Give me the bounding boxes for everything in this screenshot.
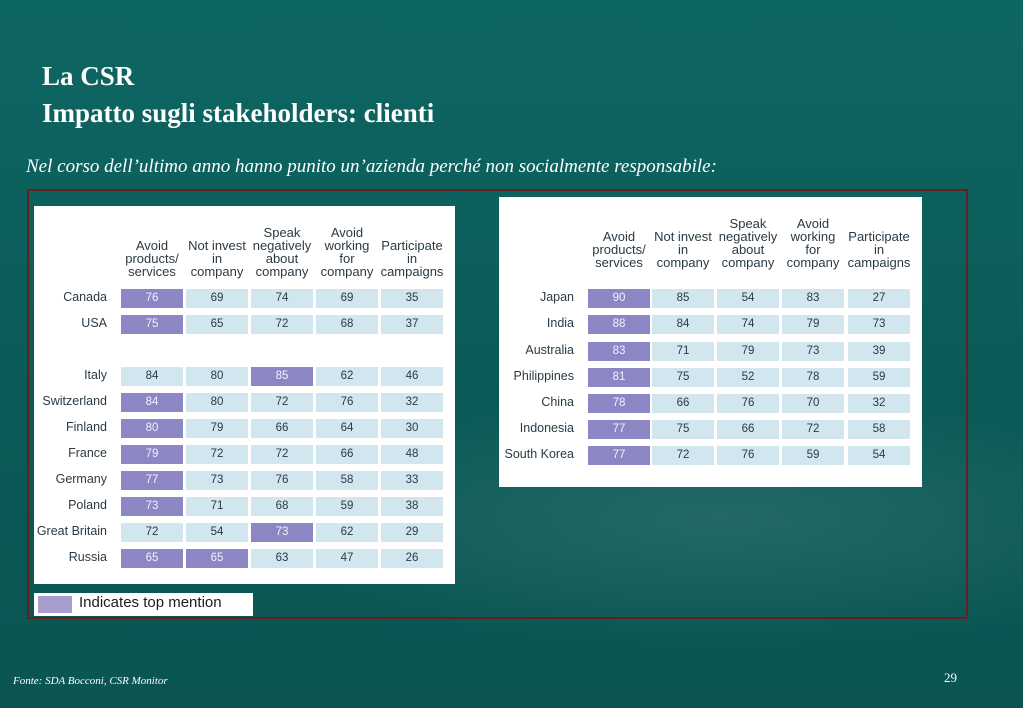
column-header-line: products/ bbox=[125, 251, 179, 266]
column-header-line: for bbox=[805, 242, 821, 257]
column-header-line: in bbox=[406, 251, 418, 266]
row-label: Switzerland bbox=[42, 394, 107, 408]
table-cell: 59 bbox=[848, 368, 910, 387]
table-cell: 62 bbox=[316, 367, 378, 386]
table-cell: 39 bbox=[848, 342, 910, 361]
table-cell: 35 bbox=[381, 289, 443, 308]
table-cell: 52 bbox=[717, 368, 779, 387]
column-header bbox=[185, 210, 249, 278]
table-cell: 59 bbox=[316, 497, 378, 516]
row-label: Philippines bbox=[513, 369, 574, 383]
table-cell: 54 bbox=[186, 523, 248, 542]
column-header bbox=[380, 210, 444, 278]
table-cell: 74 bbox=[251, 289, 313, 308]
table-cell: 69 bbox=[186, 289, 248, 308]
table-cell: 37 bbox=[381, 315, 443, 334]
row-label: France bbox=[68, 446, 107, 460]
table-cell: 77 bbox=[121, 471, 183, 490]
column-header bbox=[847, 201, 911, 269]
table-cell: 38 bbox=[381, 497, 443, 516]
table-cell: 79 bbox=[717, 342, 779, 361]
column-header-line: working bbox=[790, 229, 836, 244]
column-header-line: campaigns bbox=[847, 255, 911, 270]
column-header-line: negatively bbox=[252, 238, 312, 253]
table-cell: 76 bbox=[316, 393, 378, 412]
table-cell: 73 bbox=[251, 523, 313, 542]
table-cell: 47 bbox=[316, 549, 378, 568]
row-label: USA bbox=[81, 316, 107, 330]
column-header-line: products/ bbox=[592, 242, 646, 257]
table-cell: 58 bbox=[848, 420, 910, 439]
table-cell: 65 bbox=[186, 549, 248, 568]
table-cell: 85 bbox=[251, 367, 313, 386]
table-cell: 26 bbox=[381, 549, 443, 568]
table-cell: 73 bbox=[848, 315, 910, 334]
table-cell: 65 bbox=[121, 549, 183, 568]
table-cell: 73 bbox=[186, 471, 248, 490]
legend-text: Indicates top mention bbox=[79, 594, 222, 611]
column-header bbox=[315, 210, 379, 278]
table-cell: 78 bbox=[588, 394, 650, 413]
table-cell: 68 bbox=[251, 497, 313, 516]
table-cell: 84 bbox=[121, 393, 183, 412]
table-cell: 71 bbox=[652, 342, 714, 361]
table-cell: 76 bbox=[717, 446, 779, 465]
column-header-line: in company bbox=[656, 242, 710, 270]
column-header-line: Speak bbox=[263, 225, 301, 240]
row-label: Indonesia bbox=[519, 421, 574, 435]
table-cell: 33 bbox=[381, 471, 443, 490]
column-header-line: company bbox=[320, 264, 374, 279]
table-cell: 70 bbox=[782, 394, 844, 413]
table-cell: 58 bbox=[316, 471, 378, 490]
row-label: Canada bbox=[63, 290, 107, 304]
column-header bbox=[651, 201, 715, 269]
table-cell: 62 bbox=[316, 523, 378, 542]
column-header-line: company bbox=[721, 255, 775, 270]
table-cell: 81 bbox=[588, 368, 650, 387]
table-cell: 80 bbox=[121, 419, 183, 438]
table-cell: 84 bbox=[121, 367, 183, 386]
table-cell: 73 bbox=[782, 342, 844, 361]
column-header-line: Not invest bbox=[188, 238, 246, 253]
table-cell: 90 bbox=[588, 289, 650, 308]
table-cell: 54 bbox=[848, 446, 910, 465]
table-cell: 32 bbox=[381, 393, 443, 412]
table-cell: 71 bbox=[186, 497, 248, 516]
table-cell: 83 bbox=[588, 342, 650, 361]
table-cell: 76 bbox=[121, 289, 183, 308]
table-cell: 48 bbox=[381, 445, 443, 464]
column-header-line: negatively bbox=[718, 229, 778, 244]
table-cell: 72 bbox=[251, 393, 313, 412]
table-cell: 72 bbox=[251, 315, 313, 334]
table-cell: 73 bbox=[121, 497, 183, 516]
table-cell: 88 bbox=[588, 315, 650, 334]
table-cell: 84 bbox=[652, 315, 714, 334]
title-line-1: La CSR bbox=[42, 61, 135, 91]
table-cell: 74 bbox=[717, 315, 779, 334]
column-header-line: company bbox=[255, 264, 309, 279]
row-label: South Korea bbox=[504, 447, 574, 461]
column-header-line: Avoid bbox=[135, 238, 169, 253]
row-label: Italy bbox=[84, 368, 107, 382]
table-cell: 29 bbox=[381, 523, 443, 542]
table-cell: 66 bbox=[717, 420, 779, 439]
column-header-line: Participate bbox=[381, 238, 443, 253]
table-cell: 75 bbox=[652, 420, 714, 439]
column-header-line: about bbox=[265, 251, 299, 266]
column-header-line: in company bbox=[190, 251, 244, 279]
row-label: Poland bbox=[68, 498, 107, 512]
column-header bbox=[120, 210, 184, 278]
table-cell: 79 bbox=[782, 315, 844, 334]
legend-swatch bbox=[38, 596, 72, 613]
column-header-line: Avoid bbox=[796, 216, 830, 231]
table-cell: 63 bbox=[251, 549, 313, 568]
table-cell: 66 bbox=[316, 445, 378, 464]
column-header-line: company bbox=[786, 255, 840, 270]
table-cell: 76 bbox=[717, 394, 779, 413]
column-header-line: about bbox=[731, 242, 765, 257]
table-right-panel bbox=[499, 197, 922, 487]
table-cell: 80 bbox=[186, 367, 248, 386]
table-cell: 68 bbox=[316, 315, 378, 334]
table-cell: 75 bbox=[121, 315, 183, 334]
table-cell: 27 bbox=[848, 289, 910, 308]
table-cell: 77 bbox=[588, 420, 650, 439]
slide-title bbox=[42, 58, 434, 132]
column-header-line: campaigns bbox=[380, 264, 444, 279]
table-left-panel bbox=[34, 206, 455, 584]
table-cell: 80 bbox=[186, 393, 248, 412]
table-cell: 69 bbox=[316, 289, 378, 308]
column-header-line: working bbox=[324, 238, 370, 253]
column-header-line: Avoid bbox=[602, 229, 636, 244]
row-label: Australia bbox=[525, 343, 574, 357]
column-header-line: Participate bbox=[848, 229, 910, 244]
column-header bbox=[716, 201, 780, 269]
table-cell: 76 bbox=[251, 471, 313, 490]
legend bbox=[34, 593, 253, 616]
row-label: Great Britain bbox=[36, 524, 107, 538]
slide-subtitle: Nel corso dell’ultimo anno hanno punito un’azienda perché non socialmente responsabile: bbox=[26, 156, 717, 177]
column-header bbox=[781, 201, 845, 269]
row-label: Japan bbox=[539, 290, 574, 304]
table-cell: 30 bbox=[381, 419, 443, 438]
row-label: India bbox=[546, 316, 574, 330]
row-label: Russia bbox=[68, 550, 107, 564]
table-cell: 59 bbox=[782, 446, 844, 465]
table-cell: 77 bbox=[588, 446, 650, 465]
table-cell: 72 bbox=[186, 445, 248, 464]
table-cell: 72 bbox=[652, 446, 714, 465]
table-cell: 66 bbox=[652, 394, 714, 413]
column-header-line: in bbox=[873, 242, 885, 257]
table-cell: 54 bbox=[717, 289, 779, 308]
column-header-line: for bbox=[339, 251, 355, 266]
table-cell: 32 bbox=[848, 394, 910, 413]
table-cell: 79 bbox=[121, 445, 183, 464]
table-cell: 79 bbox=[186, 419, 248, 438]
row-label: Germany bbox=[55, 472, 107, 486]
table-cell: 85 bbox=[652, 289, 714, 308]
column-header-line: Avoid bbox=[330, 225, 364, 240]
title-line-2: Impatto sugli stakeholders: clienti bbox=[42, 98, 435, 128]
table-cell: 66 bbox=[251, 419, 313, 438]
column-header-line: Speak bbox=[729, 216, 767, 231]
table-cell: 83 bbox=[782, 289, 844, 308]
table-cell: 72 bbox=[251, 445, 313, 464]
page-number: 29 bbox=[944, 670, 957, 685]
table-cell: 46 bbox=[381, 367, 443, 386]
column-header-line: services bbox=[128, 264, 176, 279]
table-cell: 64 bbox=[316, 419, 378, 438]
column-header bbox=[250, 210, 314, 278]
table-cell: 72 bbox=[782, 420, 844, 439]
table-cell: 72 bbox=[121, 523, 183, 542]
table-cell: 78 bbox=[782, 368, 844, 387]
row-label: Finland bbox=[66, 420, 107, 434]
source-note: Fonte: SDA Bocconi, CSR Monitor bbox=[13, 675, 168, 687]
column-header-line: services bbox=[595, 255, 643, 270]
column-header-line: Not invest bbox=[654, 229, 712, 244]
row-label: China bbox=[541, 395, 574, 409]
table-cell: 75 bbox=[652, 368, 714, 387]
table-cell: 65 bbox=[186, 315, 248, 334]
column-header bbox=[587, 201, 651, 269]
